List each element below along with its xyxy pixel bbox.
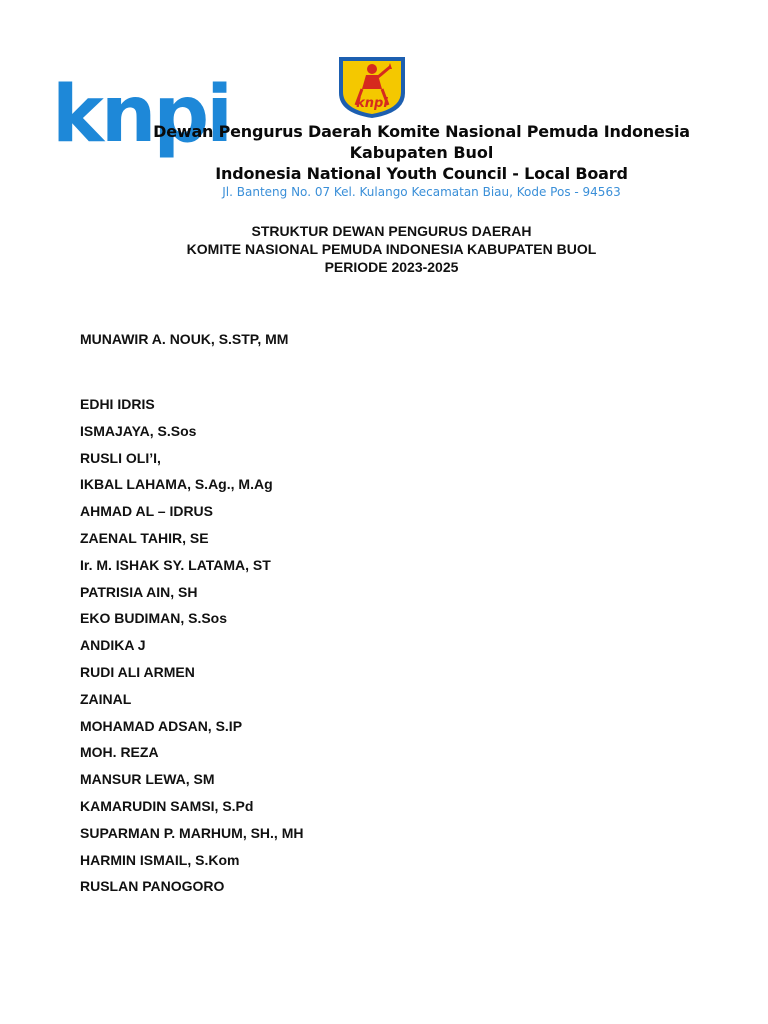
member-name: Ir. M. ISHAK SY. LATAMA, ST [80, 556, 271, 573]
member-name: HARMIN ISMAIL, S.Kom [80, 851, 240, 868]
member-name: ANDIKA J [80, 637, 146, 654]
header-regency: Kabupaten Buol [349, 143, 494, 162]
doc-title-period: PERIODE 2023-2025 [324, 259, 459, 275]
member-name: KAMARUDIN SAMSI, S.Pd [80, 797, 254, 814]
header-org-name: Dewan Pengurus Daerah Komite Nasional Pemuda Indonesia [153, 122, 690, 141]
svg-text:knpi: knpi [356, 96, 388, 111]
knpi-logo-text: knpi [52, 70, 230, 160]
member-name: PATRISIA AIN, SH [80, 583, 198, 600]
member-name: SUPARMAN P. MARHUM, SH., MH [80, 824, 304, 841]
member-name: EDHI IDRIS [80, 396, 155, 412]
header-address: Jl. Banteng No. 07 Kel. Kulango Kecamatan Biau, Kode Pos - 94563 [222, 185, 621, 199]
member-name: AHMAD AL – IDRUS [80, 503, 214, 520]
doc-title-line2: KOMITE NASIONAL PEMUDA INDONESIA KABUPATEN BUOL [186, 241, 597, 257]
member-name: RUSLAN PANOGORO [80, 878, 225, 895]
member-name: MOH. REZA [80, 744, 159, 761]
member-name: RUDI ALI ARMEN [80, 663, 195, 680]
doc-title-line1: STRUKTUR DEWAN PENGURUS DAERAH [251, 223, 532, 239]
member-name: EKO BUDIMAN, S.Sos [80, 610, 228, 627]
member-name: ISMAJAYA, S.Sos [80, 422, 197, 439]
member-list [80, 396, 304, 905]
knpi-emblem-icon [336, 55, 408, 119]
member-name: MANSUR LEWA, SM [80, 771, 215, 788]
chair-name: MUNAWIR A. NOUK, S.STP, MM [80, 331, 289, 347]
member-name: ZAENAL TAHIR, SE [80, 529, 209, 546]
member-name: MOHAMAD ADSAN, S.IP [80, 717, 243, 734]
member-name: ZAINAL [80, 690, 132, 707]
member-name: IKBAL LAHAMA, S.Ag., M.Ag [80, 476, 273, 493]
header-english-name: Indonesia National Youth Council - Local Board [215, 164, 628, 183]
member-name: RUSLI OLI’I, [80, 449, 161, 466]
